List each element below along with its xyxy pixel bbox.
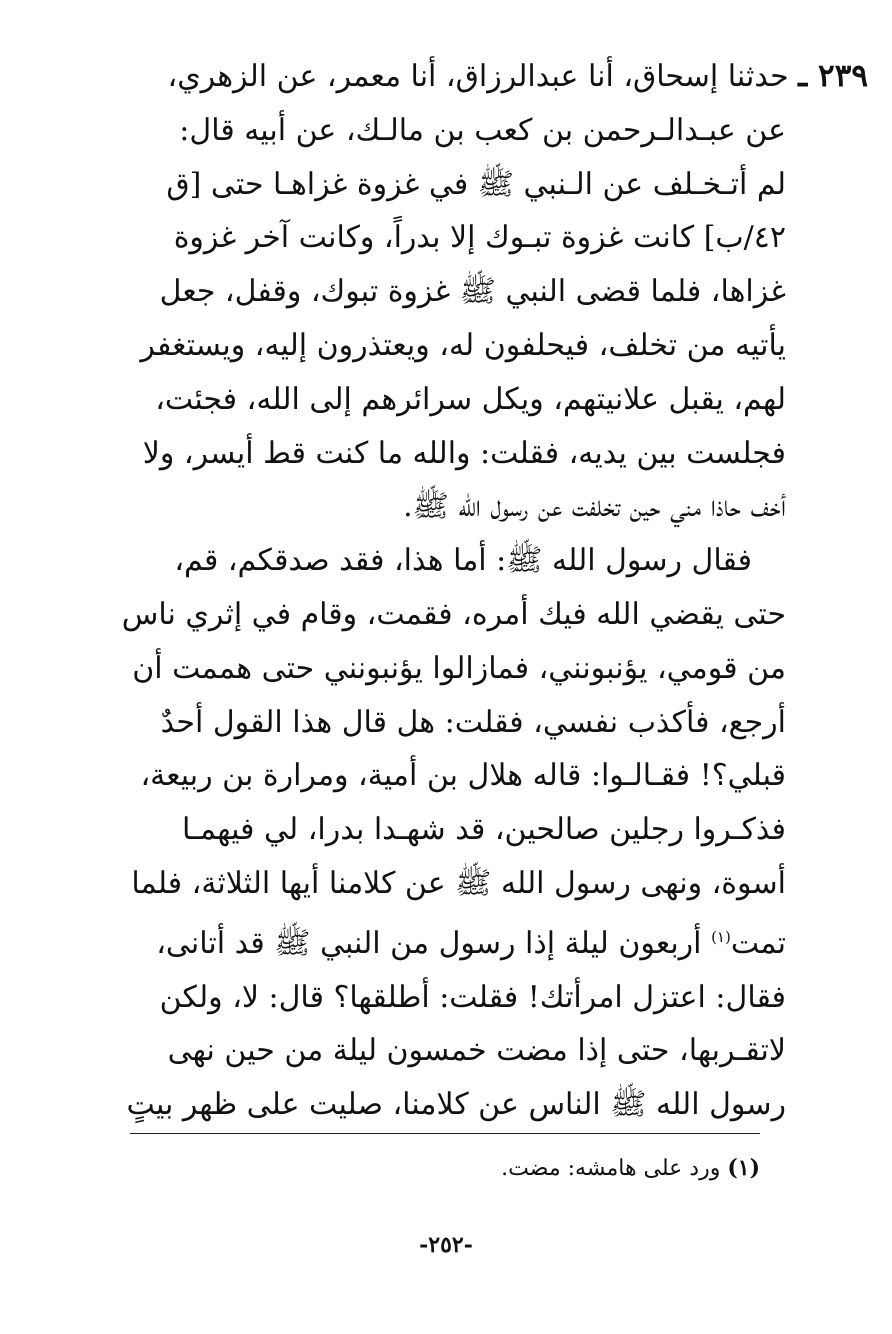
text-line-9: أخف حاذا مني حين تخلفت عن رسول الله ﷺ. <box>403 489 786 525</box>
text-line-5: غزاها، فلما قضى النبي ﷺ غزوة تبوك، وقفل، جعل <box>159 274 786 310</box>
text-line-17: تمت$^{(١)}$ أربعون ليلة إذا رسول من النبي ﷺ قد أتانى، <box>156 925 786 961</box>
text-line-7: لهم، يقبل علانيتهم، ويكل سرائرهم إلى الله، فجئت، <box>155 381 786 417</box>
text-line-2: عن عبـدالـرحمن بن كعب بن مالـك، عن أبيه قال: <box>179 112 786 148</box>
text-line-11: حتى يقضي الله فيك أمره، فقمت، وقام في إثري ناس <box>121 596 786 632</box>
text-line-15: فذكـروا رجلين صالحين، قد شهـدا بدرا، لي فيهمـا <box>182 812 786 848</box>
text-line-18: فقال: اعتزل امرأتك! فقلت: أطلقها؟ قال: لا، ولكن <box>159 979 786 1015</box>
text-line-12: من قومي، يؤنبونني، فمازالوا يؤنبونني حتى هممت أن <box>132 650 786 686</box>
text-line-19: لاتقـربها، حتى إذا مضت خمسون ليلة من حين نهى <box>167 1033 786 1069</box>
text-line-16: أسوة، ونهى رسول الله ﷺ عن كلامنا أيها الثلاثة، فلما <box>131 865 786 901</box>
text-line-8: فجلست بين يديه، فقلت: والله ما كنت قط أيسر، ولا <box>142 435 786 471</box>
text-line-4: ٤٢/ب] كانت غزوة تبـوك إلا بدراً، وكانت آخر غزوة <box>173 220 786 256</box>
text-line-1: ٢٣٩ ـ حدثنا إسحاق، أنا عبدالرزاق، أنا معمر، عن الزهري، <box>167 58 868 94</box>
text-line-6: يأتيه من تخلف، فيحلفون له، ويعتذرون إليه، ويستغفر <box>140 327 786 363</box>
text-line-3: لم أتـخـلف عن الـنبي ﷺ في غزوة غزاهـا حتى [ق <box>166 166 786 202</box>
footnote-marker: (١) <box>727 1155 760 1181</box>
text-line-13: أرجع، فأكذب نفسي، فقلت: هل قال هذا القول أحدٌ <box>160 704 786 740</box>
page-number: -٢٥٢- <box>419 1232 473 1258</box>
text-line-20: رسول الله ﷺ الناس عن كلامنا، صليت على ظهر بيتٍ <box>126 1087 786 1123</box>
text-line-10: فقال رسول الله ﷺ: أما هذا، فقد صدقكم، قم، <box>174 543 752 579</box>
hadith-text <box>121 50 868 1132</box>
footnote-text: ورد على هامشه: مضت. <box>501 1156 721 1181</box>
text-line-14: قبلي؟! فقـالـوا: قاله هلال بن أمية، ومرارة بن ربيعة، <box>140 758 786 794</box>
footnote-reference[interactable]: (١) <box>711 927 731 946</box>
hadith-number: ٢٣٩ ـ <box>798 58 868 94</box>
footnote <box>130 1150 760 1187</box>
footnote-divider <box>130 1133 760 1134</box>
